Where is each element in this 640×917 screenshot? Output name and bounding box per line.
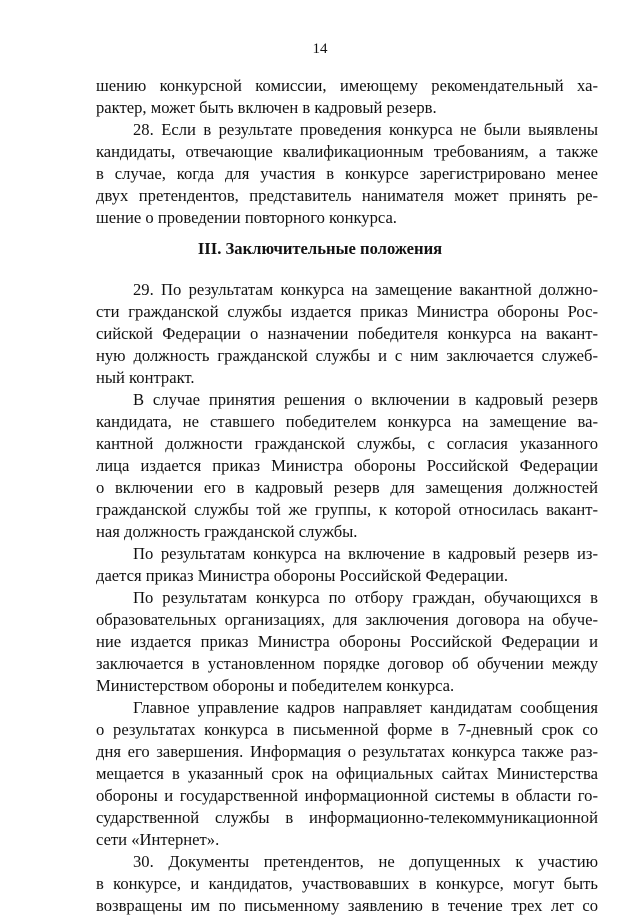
- text-line: По результатам конкурса на включение в кадровый резерв из-: [133, 544, 598, 563]
- text-line: заключается в установленном порядке договор об обучении между: [96, 654, 598, 673]
- text-line: ние издается приказ Министра обороны Российской Федерации и: [96, 632, 598, 651]
- text-line: дня его завершения. Информация о результатах конкурса также раз-: [96, 742, 598, 761]
- page-number: 14: [312, 41, 328, 57]
- text-line: Главное управление кадров направляет кандидатам сообщения: [133, 698, 598, 717]
- text-line: обороны и государственной информационной системы в области го-: [96, 786, 598, 805]
- text-line: сударственной службы в информационно-телекоммуникационной: [96, 808, 598, 827]
- text-line: ная должность гражданской службы.: [96, 522, 358, 541]
- text-line: рактер, может быть включен в кадровый резерв.: [96, 98, 437, 117]
- text-line: шение о проведении повторного конкурса.: [96, 208, 397, 227]
- text-line: 30. Документы претендентов, не допущенных к участию: [133, 852, 598, 871]
- text-line: дается приказ Министра обороны Российской Федерации.: [96, 566, 508, 585]
- text-line: ную должность гражданской службы и с ним заключается служеб-: [96, 346, 598, 365]
- text-line: кандидаты, отвечающие квалификационным требованиям, а также: [96, 142, 598, 161]
- text-line: 29. По результатам конкурса на замещение вакантной должно-: [133, 280, 598, 299]
- text-line: о включении его в кадровый резерв для замещения должностей: [96, 478, 598, 497]
- text-line: сети «Интернет».: [96, 830, 220, 849]
- text-line: двух претендентов, представитель нанимателя может принять ре-: [96, 186, 598, 205]
- text-line: шению конкурсной комиссии, имеющему рекомендательный ха-: [96, 76, 598, 95]
- text-line: сийской Федерации о назначении победителя конкурса на вакант-: [96, 324, 598, 343]
- text-line: в конкурсе, и кандидатов, участвовавших в конкурсе, могут быть: [96, 874, 598, 893]
- text-line: ный контракт.: [96, 368, 195, 387]
- text-line: кандидата, не ставшего победителем конкурса на замещение ва-: [96, 412, 598, 431]
- text-line: 28. Если в результате проведения конкурса не были выявлены: [133, 120, 598, 139]
- text-line: мещается в указанный срок на официальных сайтах Министерства: [96, 764, 598, 783]
- text-line: сти гражданской службы издается приказ Министра обороны Рос-: [96, 302, 598, 321]
- text-line: о результатах конкурса в письменной форме в 7-дневный срок со: [96, 720, 598, 739]
- text-line: Министерством обороны и победителем конкурса.: [96, 676, 455, 695]
- text-line: По результатам конкурса по отбору граждан, обучающихся в: [133, 588, 598, 607]
- section-heading: III. Заключительные положения: [197, 239, 443, 258]
- text-line: лица издается приказ Министра обороны Российской Федерации: [96, 456, 598, 475]
- text-line: возвращены им по письменному заявлению в течение трех лет со: [96, 896, 598, 915]
- text-line: В случае принятия решения о включении в кадровый резерв: [133, 390, 598, 409]
- text-line: гражданской службы той же группы, к которой относилась вакант-: [96, 500, 598, 519]
- text-line: образовательных организациях, для заключения договора на обуче-: [96, 610, 598, 629]
- text-line: кантной должности гражданской службы, с согласия указанного: [96, 434, 598, 453]
- text-line: в случае, когда для участия в конкурсе зарегистрировано менее: [96, 164, 598, 183]
